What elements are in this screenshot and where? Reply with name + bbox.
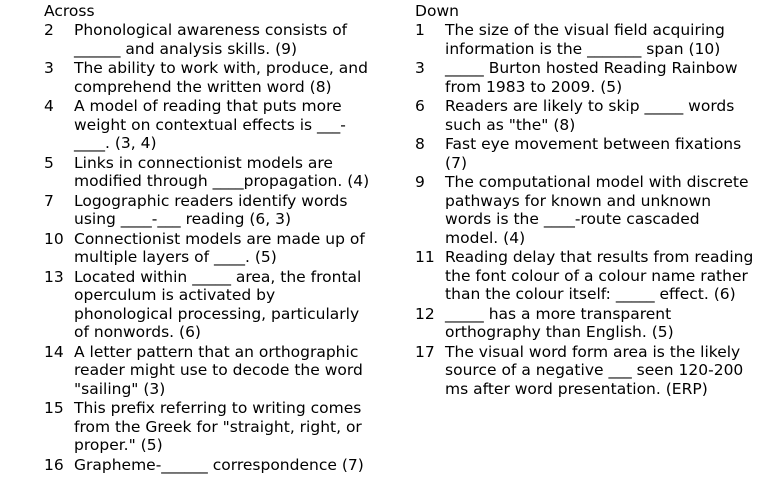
clue-text: A letter pattern that an orthographic reader might use to decode the word "sailing" (3) bbox=[74, 342, 363, 398]
down-clue-list bbox=[415, 21, 769, 398]
clue-number: 3 bbox=[44, 59, 54, 77]
clue-text: Logographic readers identify words using ____-___ reading (6, 3) bbox=[74, 191, 348, 228]
clue-item bbox=[44, 230, 390, 267]
clue-number: 2 bbox=[44, 21, 54, 39]
clue-item bbox=[415, 21, 769, 58]
across-clue-list bbox=[44, 21, 390, 474]
clue-number: 7 bbox=[44, 191, 54, 210]
clue-text: This prefix referring to writing comes from the Greek for "straight, right, or proper." (5) bbox=[74, 399, 362, 454]
clue-columns bbox=[4, 2, 769, 475]
clue-text: Links in connectionist models are modified through ____propagation. (4) bbox=[74, 153, 370, 190]
clue-text: The ability to work with, produce, and comprehend the written word (8) bbox=[74, 59, 368, 96]
clue-item bbox=[415, 135, 769, 172]
down-column bbox=[390, 2, 769, 399]
clue-text: Grapheme-______ correspondence (7) bbox=[74, 455, 364, 474]
across-heading: Across bbox=[44, 2, 95, 20]
clue-item bbox=[44, 456, 390, 475]
clue-item bbox=[44, 268, 390, 342]
clue-number: 16 bbox=[44, 455, 64, 474]
clue-text: Phonological awareness consists of ______ and analysis skills. (9) bbox=[74, 21, 348, 58]
clue-number: 15 bbox=[44, 399, 64, 417]
clue-text: Fast eye movement between fixations (7) bbox=[445, 135, 742, 172]
clue-item bbox=[44, 343, 390, 399]
clue-item bbox=[415, 343, 769, 399]
clue-item bbox=[44, 59, 390, 96]
clue-text: _____ Burton hosted Reading Rainbow from 1983 to 2009. (5) bbox=[445, 59, 738, 96]
clue-number: 3 bbox=[415, 59, 425, 77]
clue-text: Readers are likely to skip _____ words such as "the" (8) bbox=[445, 97, 735, 134]
clue-item bbox=[415, 97, 769, 134]
down-heading: Down bbox=[415, 2, 459, 20]
clue-number: 14 bbox=[44, 342, 64, 361]
clue-number: 10 bbox=[44, 229, 64, 248]
clue-text: The computational model with discrete pathways for known and unknown words is the ____-route cascaded model. (4) bbox=[445, 173, 749, 247]
clue-number: 6 bbox=[415, 97, 425, 115]
clue-item bbox=[415, 248, 769, 304]
clue-number: 8 bbox=[415, 135, 425, 153]
clue-item bbox=[44, 154, 390, 191]
clue-number: 4 bbox=[44, 97, 54, 115]
clue-item bbox=[415, 173, 769, 247]
clue-text: Connectionist models are made up of multiple layers of ____. (5) bbox=[74, 229, 365, 266]
clue-number: 13 bbox=[44, 267, 64, 286]
clue-item bbox=[415, 305, 769, 342]
clue-text: The visual word form area is the likely source of a negative ___ seen 120-200 ms after word presentation. (ERP) bbox=[445, 342, 744, 398]
clue-text: Reading delay that results from reading the font colour of a colour name rather than the colour itself: _____ effect. (6) bbox=[445, 248, 754, 303]
clue-text: Located within _____ area, the frontal operculum is activated by phonological processing, particularly of nonwords. (6) bbox=[74, 267, 362, 341]
clue-text: The size of the visual field acquiring information is the _______ span (10) bbox=[445, 21, 725, 58]
clue-item bbox=[44, 97, 390, 153]
clue-number: 9 bbox=[415, 173, 425, 191]
clue-number: 1 bbox=[415, 21, 425, 39]
clue-number: 17 bbox=[415, 342, 435, 361]
clue-item bbox=[415, 59, 769, 96]
clue-item bbox=[44, 399, 390, 455]
clue-number: 12 bbox=[415, 304, 435, 323]
across-column bbox=[4, 2, 390, 475]
clue-number: 11 bbox=[415, 248, 435, 266]
clue-item bbox=[44, 192, 390, 229]
clue-item bbox=[44, 21, 390, 58]
clue-number: 5 bbox=[44, 153, 54, 172]
clue-text: _____ has a more transparent orthography than English. (5) bbox=[445, 304, 674, 341]
clue-text: A model of reading that puts more weight on contextual effects is ___-____. (3, 4) bbox=[74, 97, 346, 152]
